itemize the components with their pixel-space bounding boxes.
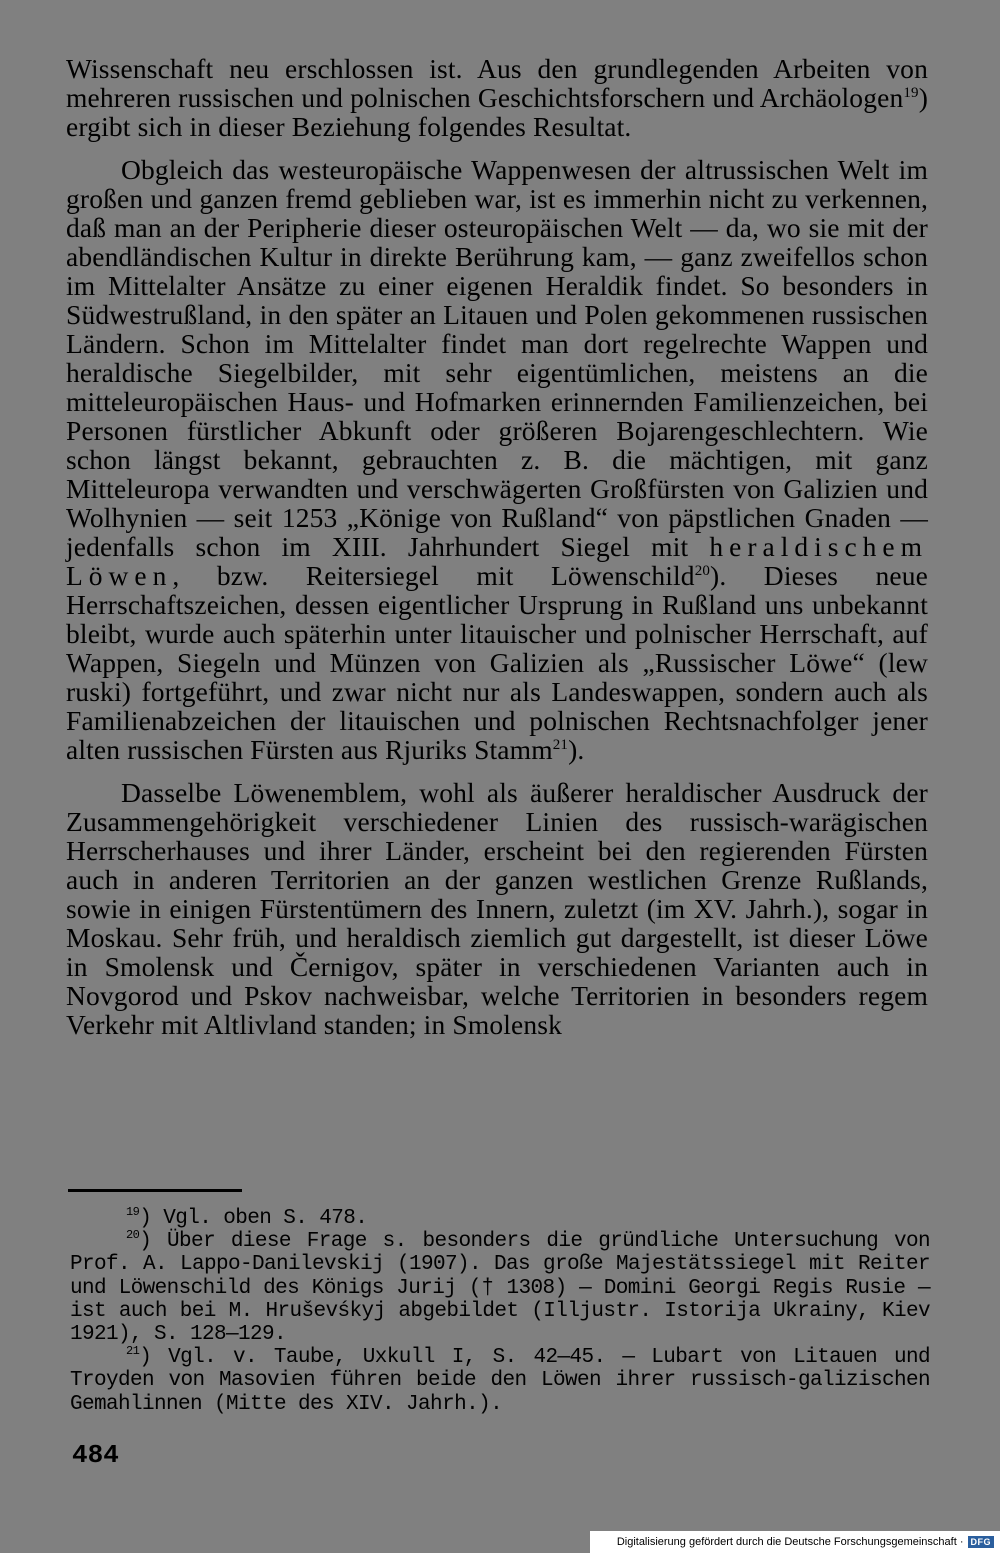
spaced-emphasis: heraldischem Löwen bbox=[66, 531, 928, 591]
footnote-20 bbox=[70, 1230, 930, 1346]
footnote-ref-21: 21 bbox=[552, 737, 569, 753]
digitization-credit bbox=[590, 1531, 1000, 1553]
page-number: 484 bbox=[72, 1440, 119, 1470]
paragraph-2-mid2: ). Dieses neue Herrschaftszeichen, dessen eigentlicher Ursprung in Rußland uns unbekannt bleibt, wurde auch späterhin unter litauischer und polnischer Herrschaft, auf Wappen, Siegeln und Münzen von Galizien als „Russischer Löwe“ (lew ruski) fortgeführt, und zwar nicht nur als Landeswappen, sondern auch als Familienabzeichen der litauischen und polnischen Rechtsnachfolger jener alten russischen Fürsten aus Rjuriks Stamm bbox=[66, 560, 928, 765]
paragraph-3-text: Dasselbe Löwenemblem, wohl als äußerer heraldischer Ausdruck der Zusammengehörigkeit verschiedener Linien des russisch-warägischen Herrscherhauses und ihrer Länder, erscheint bei den regierenden Fürsten auch in anderen Territorien an der ganzen westlichen Grenze Rußlands, sowie in einigen Fürstentümern des Innern, zuletzt (im XV. Jahrh.), sogar in Moskau. Sehr früh, und heraldisch ziemlich gut dargestellt, ist dieser Löwe in Smolensk und Černigov, später in verschiedenen Varianten auch in Novgorod und Pskov nachweisbar, welche Territorien in besonders regem Verkehr mit Altlivland standen; in Smolensk bbox=[66, 777, 928, 1040]
paragraph-3 bbox=[66, 778, 928, 1039]
footnotes bbox=[70, 1207, 930, 1416]
footnote-text: ) Vgl. oben S. 478. bbox=[139, 1207, 368, 1230]
footnote-ref-19: 19 bbox=[903, 85, 919, 101]
footnote-number: 21 bbox=[126, 1344, 140, 1359]
footnote-divider bbox=[68, 1189, 242, 1192]
footnote-19 bbox=[70, 1207, 930, 1230]
footnote-ref-20: 20 bbox=[694, 563, 711, 579]
footnote-number: 19 bbox=[126, 1205, 140, 1219]
footnote-text: ) Über diese Frage s. besonders die gründliche Untersuchung von Prof. A. Lappo-Danilevskij (1907). Das große Majestätssiegel mit Reiter und Löwenschild des Königs Jurij († 1308) — Domini Georgi Regis Rusie — ist auch bei M. Hruševśkyj abgebildet (Illjustr. Istorija Ukrainy, Kiev 1921), S. 128—129. bbox=[70, 1230, 930, 1347]
paragraph-2-mid: , bzw. Reitersiegel mit Löwenschild bbox=[172, 560, 695, 591]
main-text bbox=[66, 54, 928, 1039]
paragraph-2-end: ). bbox=[568, 734, 585, 765]
dfg-logo-icon: DFG bbox=[968, 1536, 995, 1548]
footnote-text: ) Vgl. v. Taube, Uxkull I, S. 42—45. — Lubart von Litauen und Troyden von Masovien führen beide den Löwen ihrer russisch-galizischen Gemahlinnen (Mitte des XIV. Jahrh.). bbox=[70, 1346, 930, 1416]
paragraph-1 bbox=[66, 54, 928, 141]
footnote-21 bbox=[70, 1346, 930, 1416]
paragraph-2-text: Obgleich das westeuropäische Wappenwesen der altrussischen Welt im großen und ganzen fremd geblieben war, ist es immerhin nicht zu verkennen, daß man an der Peripherie dieser osteuropäischen Welt — da, wo sie mit der abendländischen Kultur in direkte Berührung kam, — ganz zweifellos schon im Mittelalter Ansätze zu einer eigenen Heraldik findet. So besonders in Südwestrußland, in den später an Litauen und Polen gekommenen russischen Ländern. Schon im Mittelalter findet man dort regelrechte Wappen und heraldische Siegelbilder, mit sehr eigentümlichen, meistens an die mitteleuropäischen Haus- und Hofmarken erinnernden Familienzeichen, bei Personen fürstlicher Abkunft oder größeren Bojarengeschlechtern. Wie schon längst bekannt, gebrauchten z. B. die mächtigen, mit ganz Mitteleuropa verwandten und verschwägerten Großfürsten von Galizien und Wolhynien — seit 1253 „Könige von Rußland“ von päpstlichen Gnaden — jedenfalls schon im XIII. Jahrhundert Siegel mit bbox=[66, 154, 928, 562]
paragraph-2 bbox=[66, 155, 928, 764]
footnote-number: 20 bbox=[126, 1228, 140, 1243]
credit-text: Digitalisierung gefördert durch die Deutsche Forschungsgemeinschaft · bbox=[616, 1536, 964, 1548]
paragraph-1-text: Wissenschaft neu erschlossen ist. Aus den grundlegenden Arbeiten von mehreren russischen und polnischen Geschichtsforschern und Archäologen bbox=[66, 53, 928, 113]
paragraph-1-end: ) ergibt sich in dieser Beziehung folgendes Resultat. bbox=[66, 82, 928, 142]
